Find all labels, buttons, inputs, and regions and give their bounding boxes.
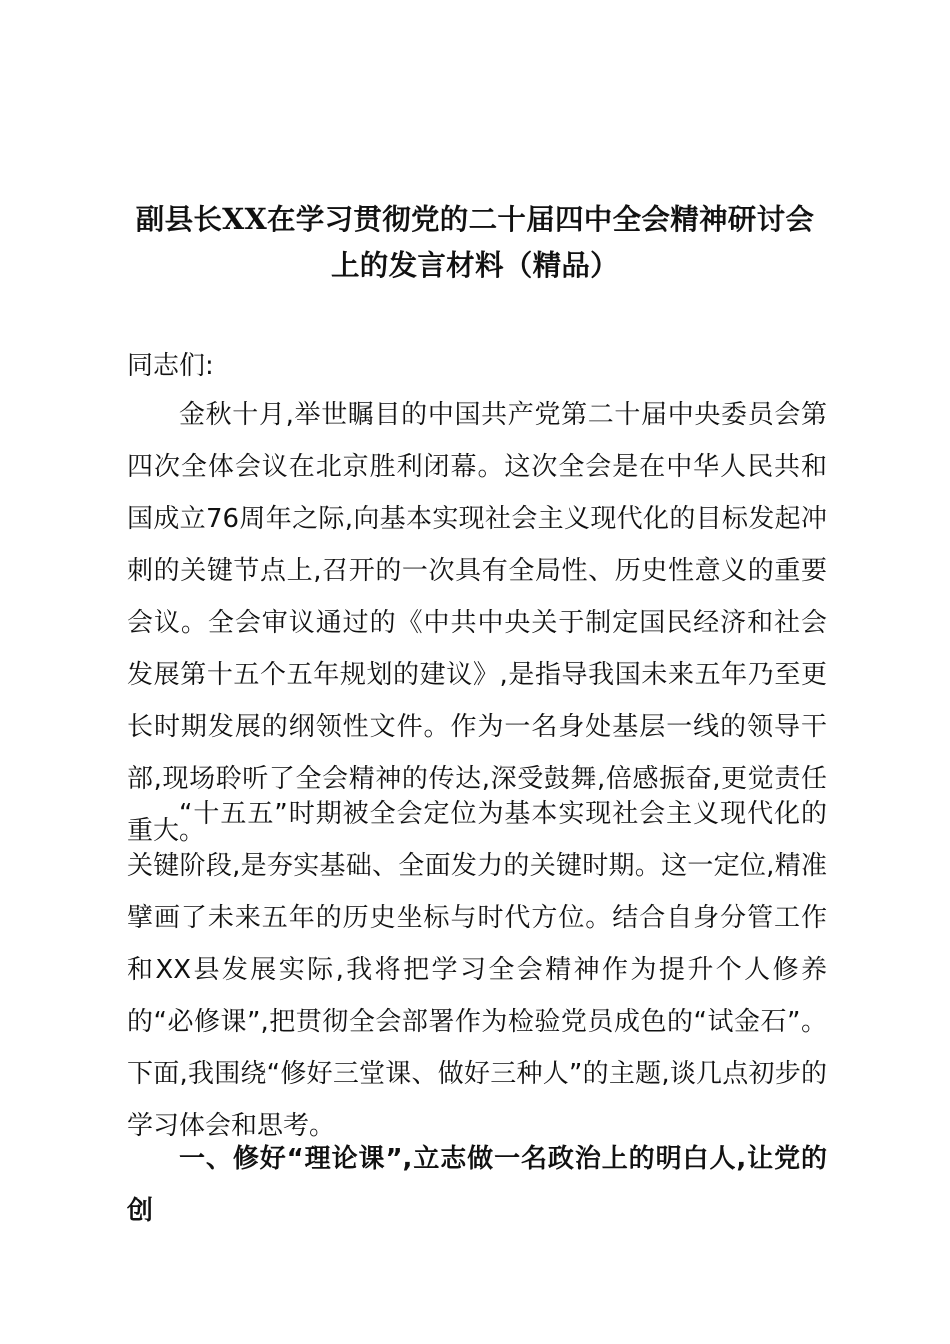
paragraph-1: 金秋十月,举世瞩目的中国共产党第二十届中央委员会第四次全体会议在北京胜利闭幕。这次全会是在中华人民共和国成立76周年之际,向基本实现社会主义现代化的目标发起冲刺的关键节点上,召开的一次具有全局性、历史性意义的重要会议。全会审议通过的《中共中央关于制定国民经济和社会发展第十五个五年规划的建议》,是指导我国未来五年乃至更长时期发展的纲领性文件。作为一名身处基层一线的领导干部,现场聆听了全会精神的传达,深受鼓舞,倍感振奋,更觉责任重大。: [127, 400, 827, 846]
paragraph-2: “十五五”时期被全会定位为基本实现社会主义现代化的关键阶段,是夯实基础、全面发力的关键时期。这一定位,精准擘画了未来五年的历史坐标与时代方位。结合自身分管工作和XX县发展实际,我将把学习全会精神作为提升个人修养的“必修课”,把贯彻全会部署作为检验党员成色的“试金石”。下面,我围绕“修好三堂课、做好三种人”的主题,谈几点初步的学习体会和思考。: [127, 799, 827, 1141]
document-title: [127, 196, 823, 288]
title-line-2: 上的发言材料（精品）: [330, 248, 619, 282]
section-heading-1: 一、修好“理论课”,立志做一名政治上的明白人,让党的创: [127, 1144, 827, 1226]
title-line-1: 副县长XX在学习贯彻党的二十届四中全会精神研讨会: [135, 202, 815, 236]
salutation: 同志们:: [127, 351, 214, 381]
